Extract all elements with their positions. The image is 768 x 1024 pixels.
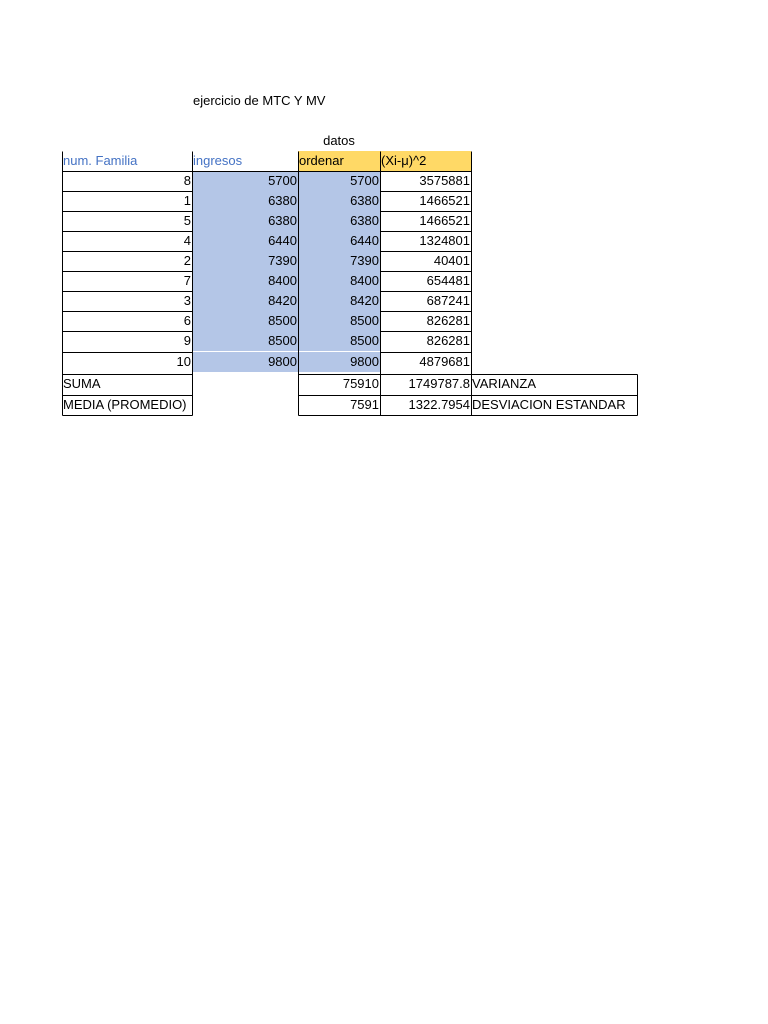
cell-ingresos[interactable]: 8500 xyxy=(192,311,298,331)
cell-ordenar[interactable]: 8420 xyxy=(298,291,380,311)
cell-ordenar[interactable]: 8500 xyxy=(298,331,380,351)
cell-desviacion-cuadrada[interactable]: 687241 xyxy=(426,293,470,308)
summary-label-suma[interactable]: SUMA xyxy=(63,376,101,391)
summary-desviacion-value[interactable]: 1322.7954 xyxy=(408,397,470,412)
cell-desviacion-cuadrada[interactable]: 826281 xyxy=(426,313,470,328)
cell-familia[interactable]: 7 xyxy=(183,273,191,288)
cell-familia[interactable]: 2 xyxy=(183,253,191,268)
cell-desviacion-cuadrada[interactable]: 1466521 xyxy=(419,193,470,208)
summary-ordenar-media[interactable]: 7591 xyxy=(350,397,379,412)
cell-familia[interactable]: 8 xyxy=(183,173,191,188)
cell-desviacion-cuadrada[interactable]: 3575881 xyxy=(419,173,470,188)
cell-familia[interactable]: 9 xyxy=(183,333,191,348)
sheet-title: ejercicio de MTC Y MV xyxy=(193,93,326,108)
cell-ingresos[interactable]: 6440 xyxy=(192,231,298,251)
cell-ingresos[interactable]: 8400 xyxy=(192,271,298,291)
group-label-datos: datos xyxy=(323,133,355,148)
summary-varianza-label[interactable]: VARIANZA xyxy=(472,376,537,391)
cell-familia[interactable]: 6 xyxy=(183,313,191,328)
cell-ingresos[interactable]: 6380 xyxy=(192,191,298,211)
cell-ordenar[interactable]: 9800 xyxy=(298,352,380,372)
header-ingresos[interactable]: ingresos xyxy=(193,153,243,168)
summary-ordenar-suma[interactable]: 75910 xyxy=(342,376,379,391)
cell-ingresos[interactable]: 8500 xyxy=(192,331,298,351)
header-desviacion-cuadrada[interactable]: (Xi-μ)^2 xyxy=(380,151,471,171)
cell-desviacion-cuadrada[interactable]: 4879681 xyxy=(419,354,470,369)
cell-familia[interactable]: 1 xyxy=(183,193,191,208)
cell-desviacion-cuadrada[interactable]: 1466521 xyxy=(419,213,470,228)
cell-desviacion-cuadrada[interactable]: 40401 xyxy=(433,253,470,268)
cell-familia[interactable]: 10 xyxy=(176,354,191,369)
cell-ordenar[interactable]: 5700 xyxy=(298,171,380,191)
summary-varianza-value[interactable]: 1749787.8 xyxy=(408,376,470,391)
cell-desviacion-cuadrada[interactable]: 1324801 xyxy=(419,233,470,248)
header-num-familia[interactable]: num. Familia xyxy=(63,153,138,168)
cell-ordenar[interactable]: 6380 xyxy=(298,211,380,231)
cell-ingresos[interactable]: 6380 xyxy=(192,211,298,231)
header-ordenar[interactable]: ordenar xyxy=(298,151,380,171)
summary-label-media[interactable]: MEDIA (PROMEDIO) xyxy=(63,397,187,412)
cell-ingresos[interactable]: 9800 xyxy=(192,352,298,372)
cell-ordenar[interactable]: 8500 xyxy=(298,311,380,331)
cell-familia[interactable]: 5 xyxy=(183,213,191,228)
cell-ingresos[interactable]: 5700 xyxy=(192,171,298,191)
cell-familia[interactable]: 4 xyxy=(183,233,191,248)
cell-ordenar[interactable]: 6380 xyxy=(298,191,380,211)
cell-ordenar[interactable]: 8400 xyxy=(298,271,380,291)
cell-desviacion-cuadrada[interactable]: 654481 xyxy=(426,273,470,288)
cell-ordenar[interactable]: 7390 xyxy=(298,251,380,271)
cell-ordenar[interactable]: 6440 xyxy=(298,231,380,251)
cell-ingresos[interactable]: 8420 xyxy=(192,291,298,311)
cell-familia[interactable]: 3 xyxy=(183,293,191,308)
summary-desviacion-label[interactable]: DESVIACION ESTANDAR xyxy=(472,397,626,412)
cell-ingresos[interactable]: 7390 xyxy=(192,251,298,271)
cell-desviacion-cuadrada[interactable]: 826281 xyxy=(426,333,470,348)
